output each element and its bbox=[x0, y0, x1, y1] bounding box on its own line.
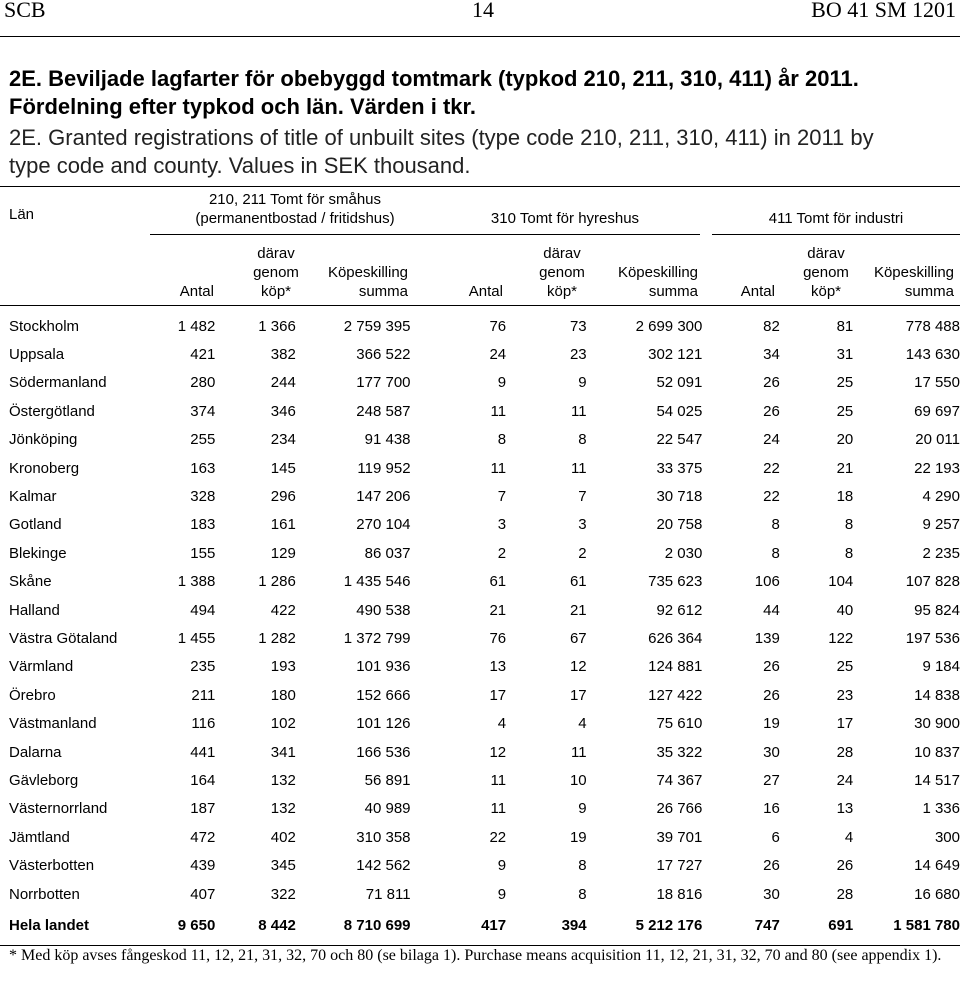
table-cell: 28 bbox=[836, 885, 854, 903]
table-cell: 26 bbox=[763, 374, 780, 392]
table-cell: 164 bbox=[190, 771, 216, 789]
group-header-hyreshus: 310 Tomt för hyreshus bbox=[490, 210, 640, 227]
county-name: Gävleborg bbox=[9, 771, 79, 789]
table-cell: 142 562 bbox=[356, 857, 411, 875]
table-cell: 92 612 bbox=[656, 601, 703, 619]
table-cell: 11 bbox=[571, 459, 587, 477]
table-cell: 81 bbox=[836, 317, 854, 335]
header-bottom-rule bbox=[0, 305, 960, 306]
table-cell: 1 372 799 bbox=[343, 629, 411, 647]
table-cell: 22 bbox=[489, 828, 507, 846]
table-cell: 1 336 bbox=[922, 800, 960, 818]
table-cell: 30 bbox=[763, 885, 780, 903]
table-cell: 8 bbox=[578, 431, 587, 449]
group-header-smahus-line2: (permanentbostad / fritidshus) bbox=[195, 210, 395, 227]
table-cell: 54 025 bbox=[656, 402, 703, 420]
table-cell: 1 455 bbox=[177, 629, 216, 647]
group-rule-smahus bbox=[150, 234, 430, 235]
table-cell: 40 bbox=[836, 601, 854, 619]
total-row bbox=[0, 913, 960, 937]
table-cell: 14 838 bbox=[914, 686, 960, 704]
table-cell: 14 649 bbox=[914, 857, 960, 875]
table-cell: 5 212 176 bbox=[635, 916, 703, 934]
table-cell: 143 630 bbox=[905, 346, 960, 364]
table-cell: 8 bbox=[771, 544, 780, 562]
table-body bbox=[0, 312, 960, 937]
table-cell: 11 bbox=[571, 743, 587, 761]
table-cell: 25 bbox=[836, 402, 854, 420]
table-cell: 20 011 bbox=[915, 431, 960, 449]
table-cell: 40 989 bbox=[364, 800, 411, 818]
table-row bbox=[0, 568, 960, 596]
table-cell: 6 bbox=[771, 828, 780, 846]
table-cell: 61 bbox=[489, 573, 507, 591]
table-row bbox=[0, 709, 960, 737]
table-cell: 7 bbox=[578, 488, 587, 506]
table-cell: 1 366 bbox=[258, 317, 296, 335]
table-cell: 234 bbox=[270, 431, 296, 449]
publisher-label: SCB bbox=[4, 0, 46, 22]
table-cell: 4 290 bbox=[922, 488, 960, 506]
table-cell: 119 952 bbox=[357, 459, 411, 477]
table-cell: 22 bbox=[763, 459, 780, 477]
table-cell: 18 bbox=[836, 488, 854, 506]
table-cell: 1 435 546 bbox=[343, 573, 411, 591]
table-row bbox=[0, 511, 960, 539]
table-cell: 11 bbox=[490, 771, 507, 789]
table-cell: 11 bbox=[490, 800, 507, 818]
table-row bbox=[0, 766, 960, 794]
table-cell: 235 bbox=[190, 658, 216, 676]
table-cell: 26 766 bbox=[656, 800, 703, 818]
page-number: 14 bbox=[472, 0, 494, 22]
table-row bbox=[0, 653, 960, 681]
subheader-darav-2a: därav bbox=[543, 245, 581, 262]
table-cell: 147 206 bbox=[356, 488, 411, 506]
header-rule bbox=[0, 36, 960, 37]
table-cell: 11 bbox=[571, 402, 587, 420]
table-cell: 402 bbox=[270, 828, 296, 846]
subheader-antal-2: Antal bbox=[468, 283, 503, 300]
county-name: Södermanland bbox=[9, 374, 107, 392]
table-cell: 1 581 780 bbox=[893, 916, 960, 934]
table-row bbox=[0, 880, 960, 908]
table-cell: 1 388 bbox=[177, 573, 216, 591]
table-cell: 33 375 bbox=[656, 459, 703, 477]
table-cell: 9 bbox=[497, 885, 507, 903]
subheader-darav-3a: därav bbox=[807, 245, 845, 262]
table-cell: 2 235 bbox=[922, 544, 960, 562]
table-cell: 26 bbox=[763, 658, 780, 676]
table-cell: 407 bbox=[190, 885, 216, 903]
table-cell: 280 bbox=[190, 374, 216, 392]
table-cell: 21 bbox=[569, 601, 587, 619]
table-cell: 101 936 bbox=[356, 658, 411, 676]
table-cell: 39 701 bbox=[656, 828, 703, 846]
table-row bbox=[0, 851, 960, 879]
table-cell: 132 bbox=[270, 771, 296, 789]
subheader-darav-2c: köp* bbox=[546, 283, 578, 300]
table-row bbox=[0, 539, 960, 567]
data-table bbox=[0, 312, 960, 937]
table-cell: 382 bbox=[270, 346, 296, 364]
table-row bbox=[0, 624, 960, 652]
table-cell: 197 536 bbox=[905, 629, 960, 647]
county-name: Norrbotten bbox=[9, 885, 80, 903]
subheader-darav-1a: därav bbox=[257, 245, 295, 262]
table-cell: 341 bbox=[270, 743, 296, 761]
table-cell: 132 bbox=[270, 800, 296, 818]
table-cell: 366 522 bbox=[356, 346, 411, 364]
table-cell: 69 697 bbox=[914, 402, 960, 420]
table-cell: 17 550 bbox=[914, 374, 960, 392]
table-cell: 52 091 bbox=[656, 374, 703, 392]
table-cell: 1 282 bbox=[258, 629, 296, 647]
footnote: * Med köp avses fångeskod 11, 12, 21, 31, 32, 70 och 80 (se bilaga 1). Purchase means acquisition 11, 12, 21, 31, 32, 70 and 80 (see appendix 1). bbox=[9, 947, 942, 964]
table-cell: 44 bbox=[763, 601, 780, 619]
table-cell: 626 364 bbox=[648, 629, 703, 647]
table-cell: 91 438 bbox=[364, 431, 411, 449]
table-cell: 152 666 bbox=[356, 686, 411, 704]
table-cell: 4 bbox=[844, 828, 854, 846]
table-cell: 4 bbox=[497, 715, 507, 733]
table-cell: 21 bbox=[489, 601, 507, 619]
table-cell: 34 bbox=[763, 346, 780, 364]
title-sv-line2: Fördelning efter typkod och län. Värden i tkr. bbox=[9, 94, 476, 119]
table-cell: 155 bbox=[190, 544, 216, 562]
table-cell: 11 bbox=[490, 402, 507, 420]
table-cell: 61 bbox=[569, 573, 587, 591]
subheader-kop-2a: Köpeskilling bbox=[617, 264, 698, 281]
table-cell: 8 442 bbox=[258, 916, 296, 934]
table-cell: 9 bbox=[497, 374, 507, 392]
county-name: Stockholm bbox=[9, 317, 80, 335]
table-cell: 101 126 bbox=[356, 715, 411, 733]
table-cell: 187 bbox=[190, 800, 216, 818]
table-row bbox=[0, 823, 960, 851]
table-cell: 346 bbox=[270, 402, 296, 420]
table-cell: 75 610 bbox=[656, 715, 703, 733]
table-cell: 30 900 bbox=[914, 715, 960, 733]
table-cell: 22 547 bbox=[656, 431, 703, 449]
table-cell: 296 bbox=[270, 488, 296, 506]
subheader-darav-2b: genom bbox=[539, 264, 585, 281]
table-cell: 129 bbox=[270, 544, 296, 562]
county-name: Västernorrland bbox=[9, 800, 108, 818]
county-name: Västerbotten bbox=[9, 857, 95, 875]
table-cell: 26 bbox=[836, 857, 854, 875]
table-cell: 28 bbox=[836, 743, 854, 761]
table-cell: 2 bbox=[578, 544, 587, 562]
table-cell: 102 bbox=[270, 715, 296, 733]
row-header-lan: Län bbox=[9, 206, 35, 223]
total-label: Hela landet bbox=[9, 916, 90, 934]
subheader-kop-3a: Köpeskilling bbox=[873, 264, 954, 281]
table-cell: 10 837 bbox=[914, 743, 960, 761]
group-header-smahus-line1: 210, 211 Tomt för småhus bbox=[208, 191, 382, 208]
table-cell: 30 bbox=[763, 743, 780, 761]
subheader-antal-3: Antal bbox=[740, 283, 775, 300]
table-cell: 9 184 bbox=[922, 658, 960, 676]
table-cell: 16 680 bbox=[914, 885, 960, 903]
table-cell: 300 bbox=[934, 828, 960, 846]
subheader-darav-3b: genom bbox=[803, 264, 849, 281]
table-cell: 145 bbox=[270, 459, 296, 477]
table-cell: 394 bbox=[561, 916, 587, 934]
table-row bbox=[0, 312, 960, 340]
table-cell: 494 bbox=[190, 601, 216, 619]
table-cell: 22 193 bbox=[914, 459, 960, 477]
table-cell: 747 bbox=[754, 916, 780, 934]
table-cell: 310 358 bbox=[356, 828, 411, 846]
table-cell: 161 bbox=[270, 516, 296, 534]
table-cell: 106 bbox=[754, 573, 780, 591]
table-cell: 778 488 bbox=[905, 317, 960, 335]
table-cell: 166 536 bbox=[356, 743, 411, 761]
table-cell: 35 322 bbox=[656, 743, 703, 761]
table-cell: 23 bbox=[836, 686, 854, 704]
subheader-darav-1c: köp* bbox=[260, 283, 292, 300]
subheader-kop-2b: summa bbox=[648, 283, 698, 300]
table-cell: 12 bbox=[489, 743, 507, 761]
table-cell: 9 650 bbox=[177, 916, 216, 934]
table-cell: 417 bbox=[481, 916, 507, 934]
county-name: Västra Götaland bbox=[9, 629, 118, 647]
table-cell: 20 758 bbox=[656, 516, 703, 534]
table-cell: 8 710 699 bbox=[343, 916, 411, 934]
county-name: Skåne bbox=[9, 573, 52, 591]
table-cell: 345 bbox=[270, 857, 296, 875]
table-cell: 17 bbox=[489, 686, 507, 704]
table-cell: 67 bbox=[569, 629, 587, 647]
table-cell: 8 bbox=[497, 431, 507, 449]
county-name: Blekinge bbox=[9, 544, 67, 562]
table-row bbox=[0, 397, 960, 425]
table-cell: 31 bbox=[836, 346, 854, 364]
table-row bbox=[0, 369, 960, 397]
table-cell: 691 bbox=[828, 916, 854, 934]
table-cell: 127 422 bbox=[648, 686, 703, 704]
table-row bbox=[0, 738, 960, 766]
table-cell: 17 bbox=[569, 686, 587, 704]
table-cell: 17 bbox=[836, 715, 854, 733]
county-name: Jämtland bbox=[9, 828, 70, 846]
table-row bbox=[0, 426, 960, 454]
table-cell: 9 bbox=[578, 800, 587, 818]
table-cell: 183 bbox=[190, 516, 216, 534]
table-cell: 1 482 bbox=[177, 317, 216, 335]
table-top-rule bbox=[0, 186, 960, 187]
group-header-industri: 411 Tomt för industri bbox=[768, 210, 904, 227]
table-cell: 3 bbox=[497, 516, 507, 534]
table-cell: 13 bbox=[489, 658, 507, 676]
table-cell: 27 bbox=[763, 771, 780, 789]
table-cell: 26 bbox=[763, 402, 780, 420]
report-code: BO 41 SM 1201 bbox=[811, 0, 956, 22]
table-row bbox=[0, 795, 960, 823]
table-cell: 180 bbox=[270, 686, 296, 704]
table-cell: 18 816 bbox=[656, 885, 703, 903]
table-cell: 439 bbox=[190, 857, 216, 875]
table-cell: 2 699 300 bbox=[635, 317, 703, 335]
table-cell: 25 bbox=[836, 658, 854, 676]
table-cell: 19 bbox=[763, 715, 780, 733]
group-rule-industri bbox=[712, 234, 960, 235]
subheader-kop-1b: summa bbox=[358, 283, 408, 300]
table-cell: 322 bbox=[270, 885, 296, 903]
table-cell: 13 bbox=[836, 800, 854, 818]
title-en-line1: 2E. Granted registrations of title of unbuilt sites (type code 210, 211, 310, 411) in 2011 by bbox=[9, 125, 874, 150]
table-cell: 2 bbox=[497, 544, 507, 562]
table-cell: 211 bbox=[191, 686, 216, 704]
table-cell: 177 700 bbox=[356, 374, 411, 392]
table-cell: 76 bbox=[489, 629, 507, 647]
table-cell: 86 037 bbox=[364, 544, 411, 562]
table-cell: 490 538 bbox=[356, 601, 411, 619]
county-name: Halland bbox=[9, 601, 60, 619]
table-cell: 248 587 bbox=[356, 402, 411, 420]
table-cell: 82 bbox=[763, 317, 780, 335]
table-cell: 95 824 bbox=[914, 601, 960, 619]
table-cell: 8 bbox=[578, 885, 587, 903]
table-cell: 163 bbox=[190, 459, 216, 477]
table-cell: 116 bbox=[191, 715, 216, 733]
table-cell: 20 bbox=[836, 431, 854, 449]
subheader-darav-3c: köp* bbox=[810, 283, 842, 300]
table-cell: 74 367 bbox=[656, 771, 703, 789]
table-cell: 104 bbox=[828, 573, 854, 591]
county-name: Dalarna bbox=[9, 743, 62, 761]
county-name: Uppsala bbox=[9, 346, 65, 364]
table-cell: 24 bbox=[836, 771, 854, 789]
table-cell: 441 bbox=[190, 743, 216, 761]
county-name: Värmland bbox=[9, 658, 74, 676]
table-cell: 10 bbox=[569, 771, 587, 789]
subheader-darav-1b: genom bbox=[253, 264, 299, 281]
table-cell: 328 bbox=[190, 488, 216, 506]
table-row bbox=[0, 454, 960, 482]
table-cell: 374 bbox=[190, 402, 216, 420]
subheader-antal-1: Antal bbox=[179, 283, 214, 300]
table-cell: 193 bbox=[270, 658, 296, 676]
county-name: Östergötland bbox=[9, 402, 95, 420]
table-row bbox=[0, 681, 960, 709]
group-rule-hyreshus bbox=[430, 234, 700, 235]
table-cell: 71 811 bbox=[365, 885, 411, 903]
title-sv-line1: 2E. Beviljade lagfarter för obebyggd tomtmark (typkod 210, 211, 310, 411) år 2011. bbox=[9, 66, 859, 91]
county-name: Jönköping bbox=[9, 431, 78, 449]
county-name: Gotland bbox=[9, 516, 62, 534]
table-cell: 9 bbox=[497, 857, 507, 875]
table-cell: 26 bbox=[763, 686, 780, 704]
table-cell: 22 bbox=[763, 488, 780, 506]
table-cell: 56 891 bbox=[364, 771, 411, 789]
table-cell: 8 bbox=[578, 857, 587, 875]
table-cell: 422 bbox=[270, 601, 296, 619]
table-cell: 244 bbox=[270, 374, 296, 392]
table-cell: 16 bbox=[763, 800, 780, 818]
table-cell: 30 718 bbox=[656, 488, 703, 506]
county-name: Kronoberg bbox=[9, 459, 80, 477]
table-cell: 76 bbox=[489, 317, 507, 335]
table-cell: 24 bbox=[489, 346, 507, 364]
table-cell: 302 121 bbox=[648, 346, 703, 364]
table-cell: 26 bbox=[763, 857, 780, 875]
county-name: Västmanland bbox=[9, 715, 97, 733]
table-cell: 3 bbox=[578, 516, 587, 534]
table-cell: 9 257 bbox=[922, 516, 960, 534]
table-cell: 8 bbox=[844, 516, 854, 534]
table-cell: 19 bbox=[569, 828, 587, 846]
table-row bbox=[0, 340, 960, 368]
page-header bbox=[0, 0, 960, 36]
table-cell: 472 bbox=[190, 828, 216, 846]
table-cell: 25 bbox=[836, 374, 854, 392]
table-row bbox=[0, 482, 960, 510]
table-cell: 8 bbox=[844, 544, 854, 562]
table-cell: 2 759 395 bbox=[343, 317, 411, 335]
table-cell: 9 bbox=[578, 374, 587, 392]
table-cell: 1 286 bbox=[258, 573, 296, 591]
table-cell: 73 bbox=[569, 317, 587, 335]
table-cell: 14 517 bbox=[914, 771, 960, 789]
table-cell: 23 bbox=[569, 346, 587, 364]
county-name: Örebro bbox=[9, 686, 56, 704]
table-cell: 24 bbox=[763, 431, 780, 449]
table-cell: 270 104 bbox=[356, 516, 411, 534]
table-cell: 735 623 bbox=[648, 573, 703, 591]
table-cell: 12 bbox=[569, 658, 587, 676]
table-cell: 17 727 bbox=[656, 857, 703, 875]
table-cell: 255 bbox=[190, 431, 216, 449]
table-cell: 421 bbox=[190, 346, 216, 364]
table-cell: 122 bbox=[828, 629, 854, 647]
table-cell: 11 bbox=[490, 459, 507, 477]
table-cell: 2 030 bbox=[664, 544, 703, 562]
table-cell: 8 bbox=[771, 516, 780, 534]
table-cell: 4 bbox=[578, 715, 587, 733]
table-row bbox=[0, 596, 960, 624]
subheader-kop-3b: summa bbox=[904, 283, 954, 300]
table-cell: 139 bbox=[754, 629, 780, 647]
title-en-line2: type code and county. Values in SEK thousand. bbox=[9, 153, 471, 178]
subheader-kop-1a: Köpeskilling bbox=[327, 264, 408, 281]
table-cell: 124 881 bbox=[648, 658, 703, 676]
table-cell: 21 bbox=[836, 459, 854, 477]
table-cell: 107 828 bbox=[905, 573, 960, 591]
table-cell: 7 bbox=[497, 488, 507, 506]
county-name: Kalmar bbox=[9, 488, 57, 506]
